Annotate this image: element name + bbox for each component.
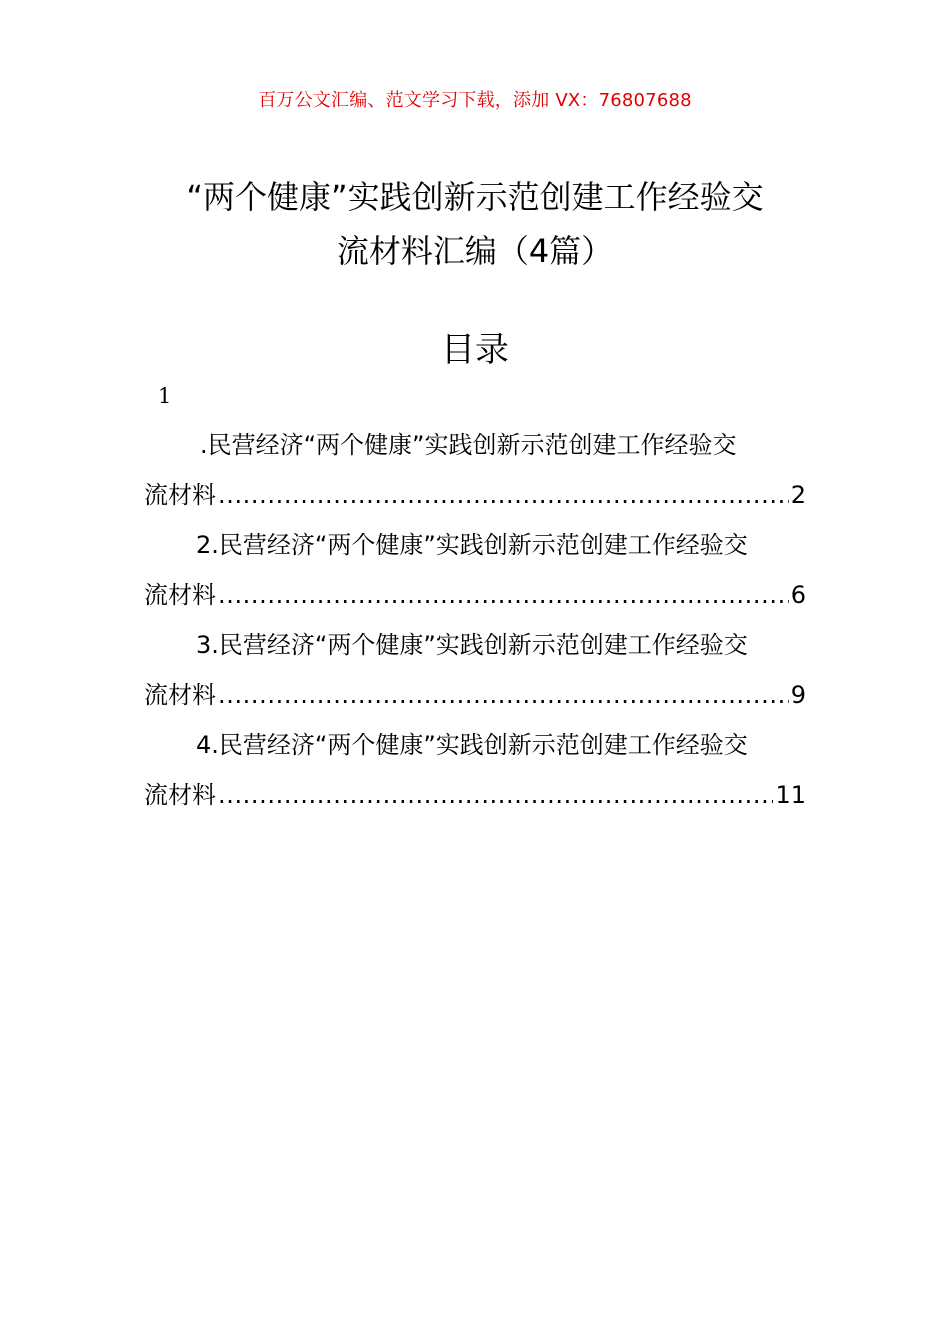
toc-heading: 目录	[441, 330, 509, 370]
toc-entry-4[interactable]	[144, 720, 806, 820]
toc-entry-1[interactable]	[144, 420, 806, 520]
watermark-banner: 百万公文汇编、范文学习下载，添加 VX：76807688	[258, 90, 692, 111]
toc-entry-title-cont: 流材料	[144, 681, 216, 709]
dot-leader	[218, 770, 773, 820]
toc-entry-page: 2	[790, 481, 806, 509]
toc-entry-page: 6	[790, 581, 806, 609]
dot-leader	[218, 670, 789, 720]
document-title	[100, 170, 850, 278]
title-line-2: 流材料汇编（4篇）	[336, 232, 614, 270]
toc-entry-page: 9	[790, 681, 806, 709]
toc-entry-continuation	[144, 570, 806, 620]
toc-entry-continuation	[144, 670, 806, 720]
toc-entry-title: 3.民营经济“两个健康”实践创新示范创建工作经验交	[196, 631, 748, 659]
toc-entry-title: 2.民营经济“两个健康”实践创新示范创建工作经验交	[196, 531, 748, 559]
table-of-contents	[144, 420, 806, 820]
dot-leader	[218, 570, 789, 620]
toc-entry-page: 11	[775, 781, 806, 809]
toc-entry-title-cont: 流材料	[144, 581, 216, 609]
toc-entry-title-cont: 流材料	[144, 481, 216, 509]
toc-entry-continuation	[144, 470, 806, 520]
toc-entry-continuation	[144, 770, 806, 820]
title-line-1: “两个健康”实践创新示范创建工作经验交	[186, 178, 764, 216]
dot-leader	[218, 470, 789, 520]
toc-entry-title: 4.民营经济“两个健康”实践创新示范创建工作经验交	[196, 731, 748, 759]
toc-entry-3[interactable]	[144, 620, 806, 720]
page-number: 1	[158, 384, 172, 408]
toc-entry-title: .民营经济“两个健康”实践创新示范创建工作经验交	[200, 431, 737, 459]
toc-entry-2[interactable]	[144, 520, 806, 620]
toc-entry-title-cont: 流材料	[144, 781, 216, 809]
